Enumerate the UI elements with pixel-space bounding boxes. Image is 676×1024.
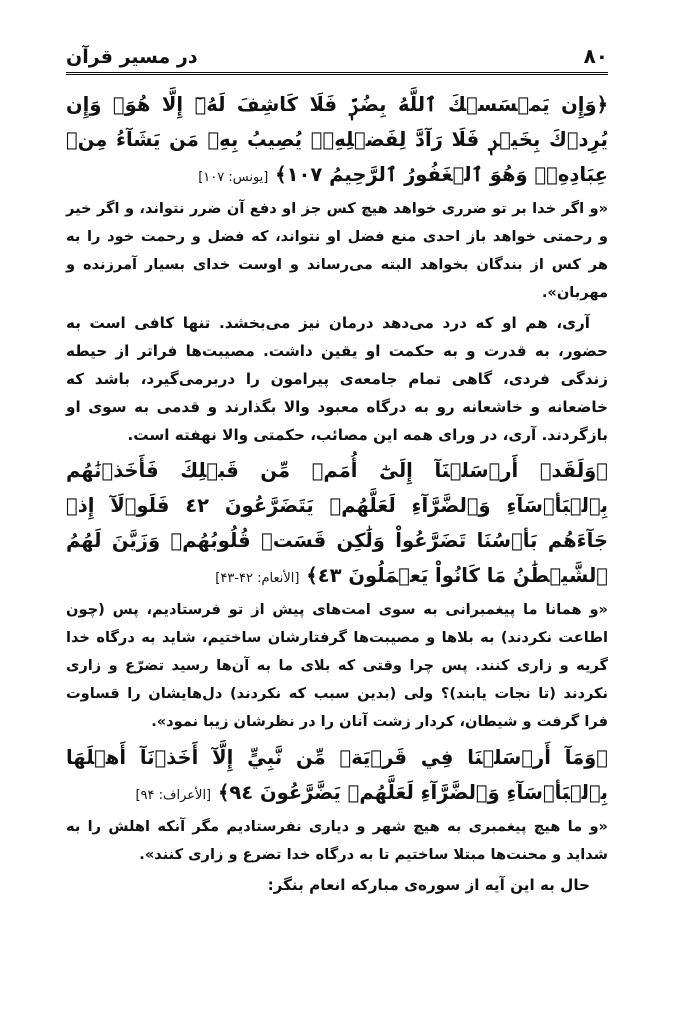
quran-verse-1 xyxy=(66,87,608,195)
quran-verse-3 xyxy=(66,740,608,813)
verse-2-text: ﴿وَلَقَدۡ أَرۡسَلۡنَآ إِلَىٰٓ أُمَمٖ مِّن قَبۡلِكَ فَأَخَذۡنَٰهُم بِٱلۡبَأۡسَآءِ وَٱلضَّرَّآءِ لَعَلَّهُمۡ يَتَضَرَّعُونَ ٤٢ فَلَوۡلَآ إِذۡ جَآءَهُم بَأۡسُنَا تَضَرَّعُواْ وَلَٰكِن قَسَتۡ قُلُوبُهُمۡ وَزَيَّنَ لَهُمُ ٱلشَّيۡطَٰنُ مَا كَانُواْ يَعۡمَلُونَ ٤٣﴾ xyxy=(66,459,608,587)
quran-verse-2 xyxy=(66,453,608,596)
book-title: در مسیر قرآن xyxy=(66,46,198,68)
paragraph-2: حال به این آیه از سوره‌ی مبارکه انعام بنگر: xyxy=(267,876,590,894)
verse-3-text: ﴿وَمَآ أَرۡسَلۡنَا فِي قَرۡيَةٖ مِّن نَّبِيٍّ إِلَّآ أَخَذۡنَآ أَهۡلَهَا بِٱلۡبَأۡسَآءِ وَٱلضَّرَّآءِ لَعَلَّهُمۡ يَضَّرَّعُونَ ٩٤﴾ xyxy=(66,746,608,804)
page-content xyxy=(66,87,608,899)
translation-3: «و ما هیچ پیغمبری به هیچ شهر و دیاری نفرستادیم مگر آنکه اهلش را به شداید و محنت‌ها مبتلا ساختیم تا به درگاه خدا تضرع و زاری کنند». xyxy=(66,818,608,863)
paragraph-1: آری، هم او که درد می‌دهد درمان نیز می‌بخشد. تنها کافی است به حضور، به قدرت و به حکمت او یقین داشت. مصیبت‌ها فراتر از حیطه زندگی فردی، گاهی تمام جامعه‌ی پیرامون را دربرمی‌گیرد، باشد که خاضعانه و خاشعانه رو به درگاه معبود والا بگذارند و قدمی به سوی او بازگردند. آری، در ورای همه این مصائب، حکمتی والا نهفته است. xyxy=(66,314,608,444)
page-number: ۸۰ xyxy=(583,44,608,68)
translation-2: «و همانا ما پیغمبرانی به سوی امت‌های پیش از تو فرستادیم، پس (چون اطاعت نکردند) به بلاها و مصیبت‌ها گرفتارشان ساختیم، شاید به درگاه خدا گریه و زاری کنند. پس چرا وقتی که بلای ما به آن‌ها رسید تضرّع و زاری نکردند (تا نجات یابند)؟ ولی (بدین سبب که نکردند) دل‌هایشان را قساوت فرا گرفت و شیطان، کردار زشت آنان را در نظرشان زیبا نمود». xyxy=(66,601,608,730)
verse-3-reference: [الأعراف: ۹۴] xyxy=(135,788,212,803)
verse-1-text: ﴿وَإِن يَمۡسَسۡكَ ٱللَّهُ بِضُرّٖ فَلَا كَاشِفَ لَهُۥٓ إِلَّا هُوَۖ وَإِن يُرِدۡكَ بِخَيۡرٖ فَلَا رَآدَّ لِفَضۡلِهِۦۚ يُصِيبُ بِهِۦ مَن يَشَآءُ مِنۡ عِبَادِهِۦۚ وَهُوَ ٱلۡغَفُورُ ٱلرَّحِيمُ ١٠٧﴾ xyxy=(66,93,608,186)
translation-1: «و اگر خدا بر تو ضرری خواهد هیچ کس جز او دفع آن ضرر نتواند، و اگر خیر و رحمتی خواهد باز احدی منع فضل او نتواند، که فضل و رحمت خود را به هر کس از بندگان بخواهد البته می‌رساند و اوست خدای بسیار آمرزنده و مهربان». xyxy=(66,200,608,301)
verse-1-reference: [یونس: ۱۰۷] xyxy=(198,170,269,185)
page-header xyxy=(66,30,608,75)
verse-2-reference: [الأنعام: ۴۲-۴۳] xyxy=(215,571,300,586)
